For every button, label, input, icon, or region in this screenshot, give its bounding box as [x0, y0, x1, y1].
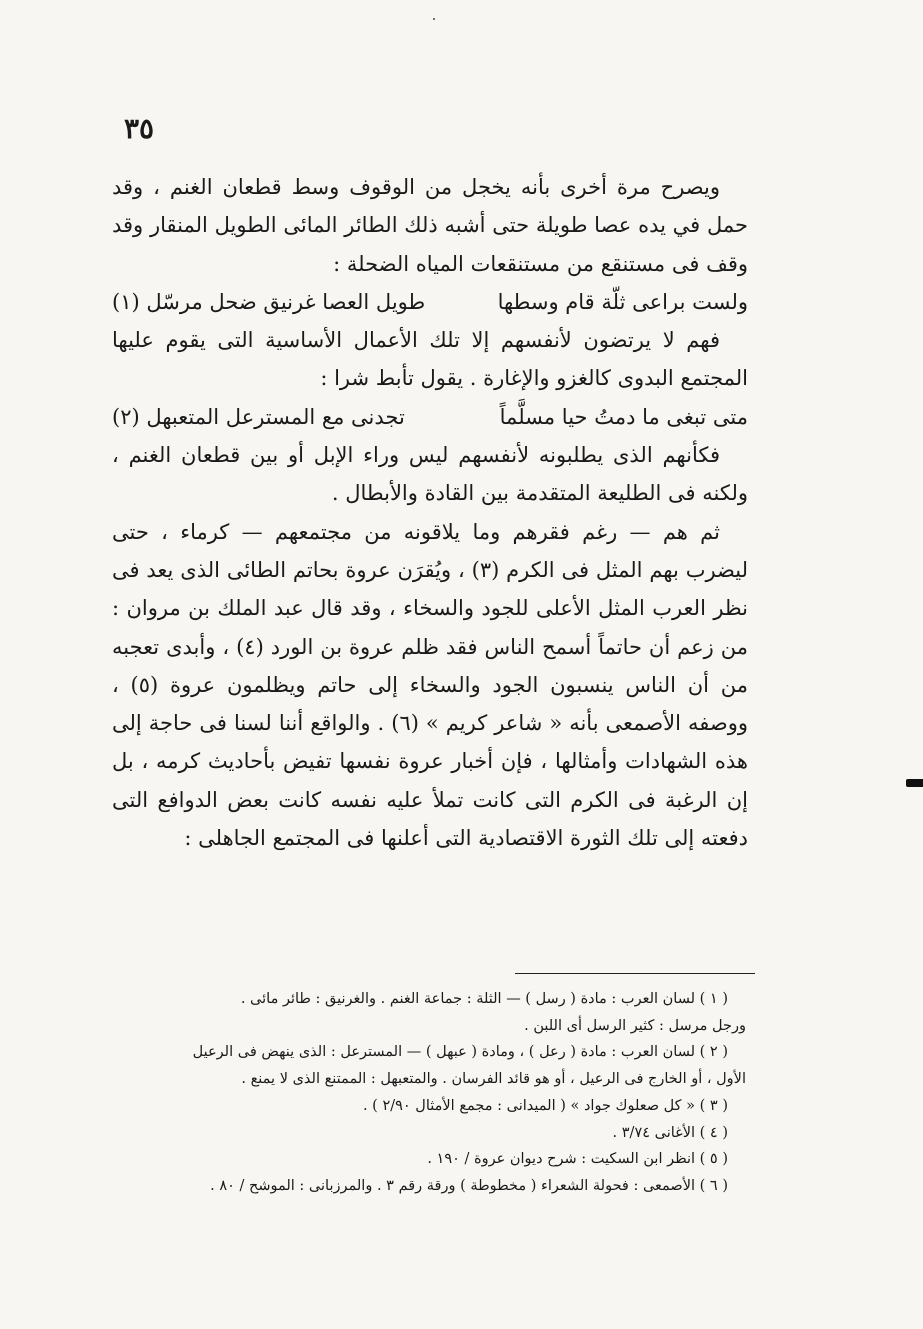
scan-speck — [433, 18, 435, 20]
paragraph: فكأنهم الذى يطلبونه لأنفسهم ليس وراء الإبل أو بين قطعان الغنم ، ولكنه فى الطليعة المتقدمة بين القادة والأبطال . — [112, 443, 748, 506]
verse-hemistich-right: ولست براعى ثلّة قام وسطها — [497, 289, 748, 314]
verse-hemistich-left: تجدنى مع المسترعل المتعبهل (٢) — [112, 404, 405, 429]
footnote: ( ٥ ) انظر ابن السكيت : شرح ديوان عروة / ١٩٠ . — [427, 1151, 728, 1168]
main-text — [112, 168, 748, 857]
paragraph: ثم هم — رغم فقرهم وما يلاقونه من مجتمعهم — كرماء ، حتى ليضرب بهم المثل فى الكرم (٣) ، ويُقرَن عروة بحاتم الطائى الذى يعد فى نظر العرب المثل الأعلى للجود والسخاء ، وقد قال عبد الملك بن مروان : من زعم أن حاتماً أسمح الناس فقد ظلم عروة بن الورد (٤) ، وأبدى تعجبه من أن الناس ينسبون الجود والسخاء إلى حاتم ويظلمون عروة (٥) ، ووصفه الأصمعى بأنه « شاعر كريم » (٦) . والواقع أننا لسنا فى حاجة إلى هذه الشهادات وأمثالها ، فإن أخبار عروة نفسها تفيض بأحاديث كرمه ، بل إن الرغبة فى الكرم التى كانت تملأ عليه نفسه كانت بعض الدوافع التى دفعته إلى تلك الثورة الاقتصادية التى أعلنها فى المجتمع الجاهلى : — [112, 519, 749, 851]
footnote-continuation: الأول ، أو الخارج فى الرعيل ، أو هو قائد الفرسان . والمتعبهل : الممتنع الذى لا يمنع . — [241, 1071, 746, 1088]
verse-line — [112, 283, 748, 321]
footnote: ( ١ ) لسان العرب : مادة ( رسل ) — الثلة : جماعة الغنم . والغرنيق : طائر مائى . — [240, 991, 728, 1007]
footnote: ( ٦ ) الأصمعى : فحولة الشعراء ( مخطوطة ) ورقة رقم ٣ . والمرزبانى : الموشح / ٨٠ . — [210, 1177, 728, 1194]
footnotes — [100, 986, 746, 1200]
verse-hemistich-right: متى تبغى ما دمتُ حيا مسلَّماً — [499, 404, 748, 429]
paragraph: ويصرح مرة أخرى بأنه يخجل من الوقوف وسط قطعان الغنم ، وقد حمل في يده عصا طويلة حتى أشبه ذلك الطائر المائى الطويل المنقار وقد وقف فى مستنقع من مستنقعات المياه الضحلة : — [112, 175, 748, 276]
page-edge-mark — [906, 779, 923, 787]
footnote-continuation: ورجل مرسل : كثير الرسل أى اللبن . — [524, 1017, 746, 1034]
verse-line — [112, 398, 748, 436]
paragraph: فهم لا يرتضون لأنفسهم إلا تلك الأعمال الأساسية التى يقوم عليها المجتمع البدوى كالغزو والإغارة . يقول تأبط شرا : — [112, 328, 748, 391]
footnote: ( ٢ ) لسان العرب : مادة ( رعل ) ، ومادة ( عبهل ) — المسترعل : الذى ينهض فى الرعيل — [192, 1044, 728, 1061]
verse-hemistich-left: طويل العصا غرنيق ضحل مرسّل (١) — [112, 289, 426, 314]
footnote-divider — [515, 973, 755, 974]
footnote: ( ٤ ) الأغانى ٣/٧٤ . — [612, 1124, 728, 1141]
page-number: ٣٥ — [124, 112, 155, 145]
footnote: ( ٣ ) « كل صعلوك جواد » ( الميدانى : مجمع الأمثال ٢/٩٠ ) . — [362, 1097, 728, 1114]
